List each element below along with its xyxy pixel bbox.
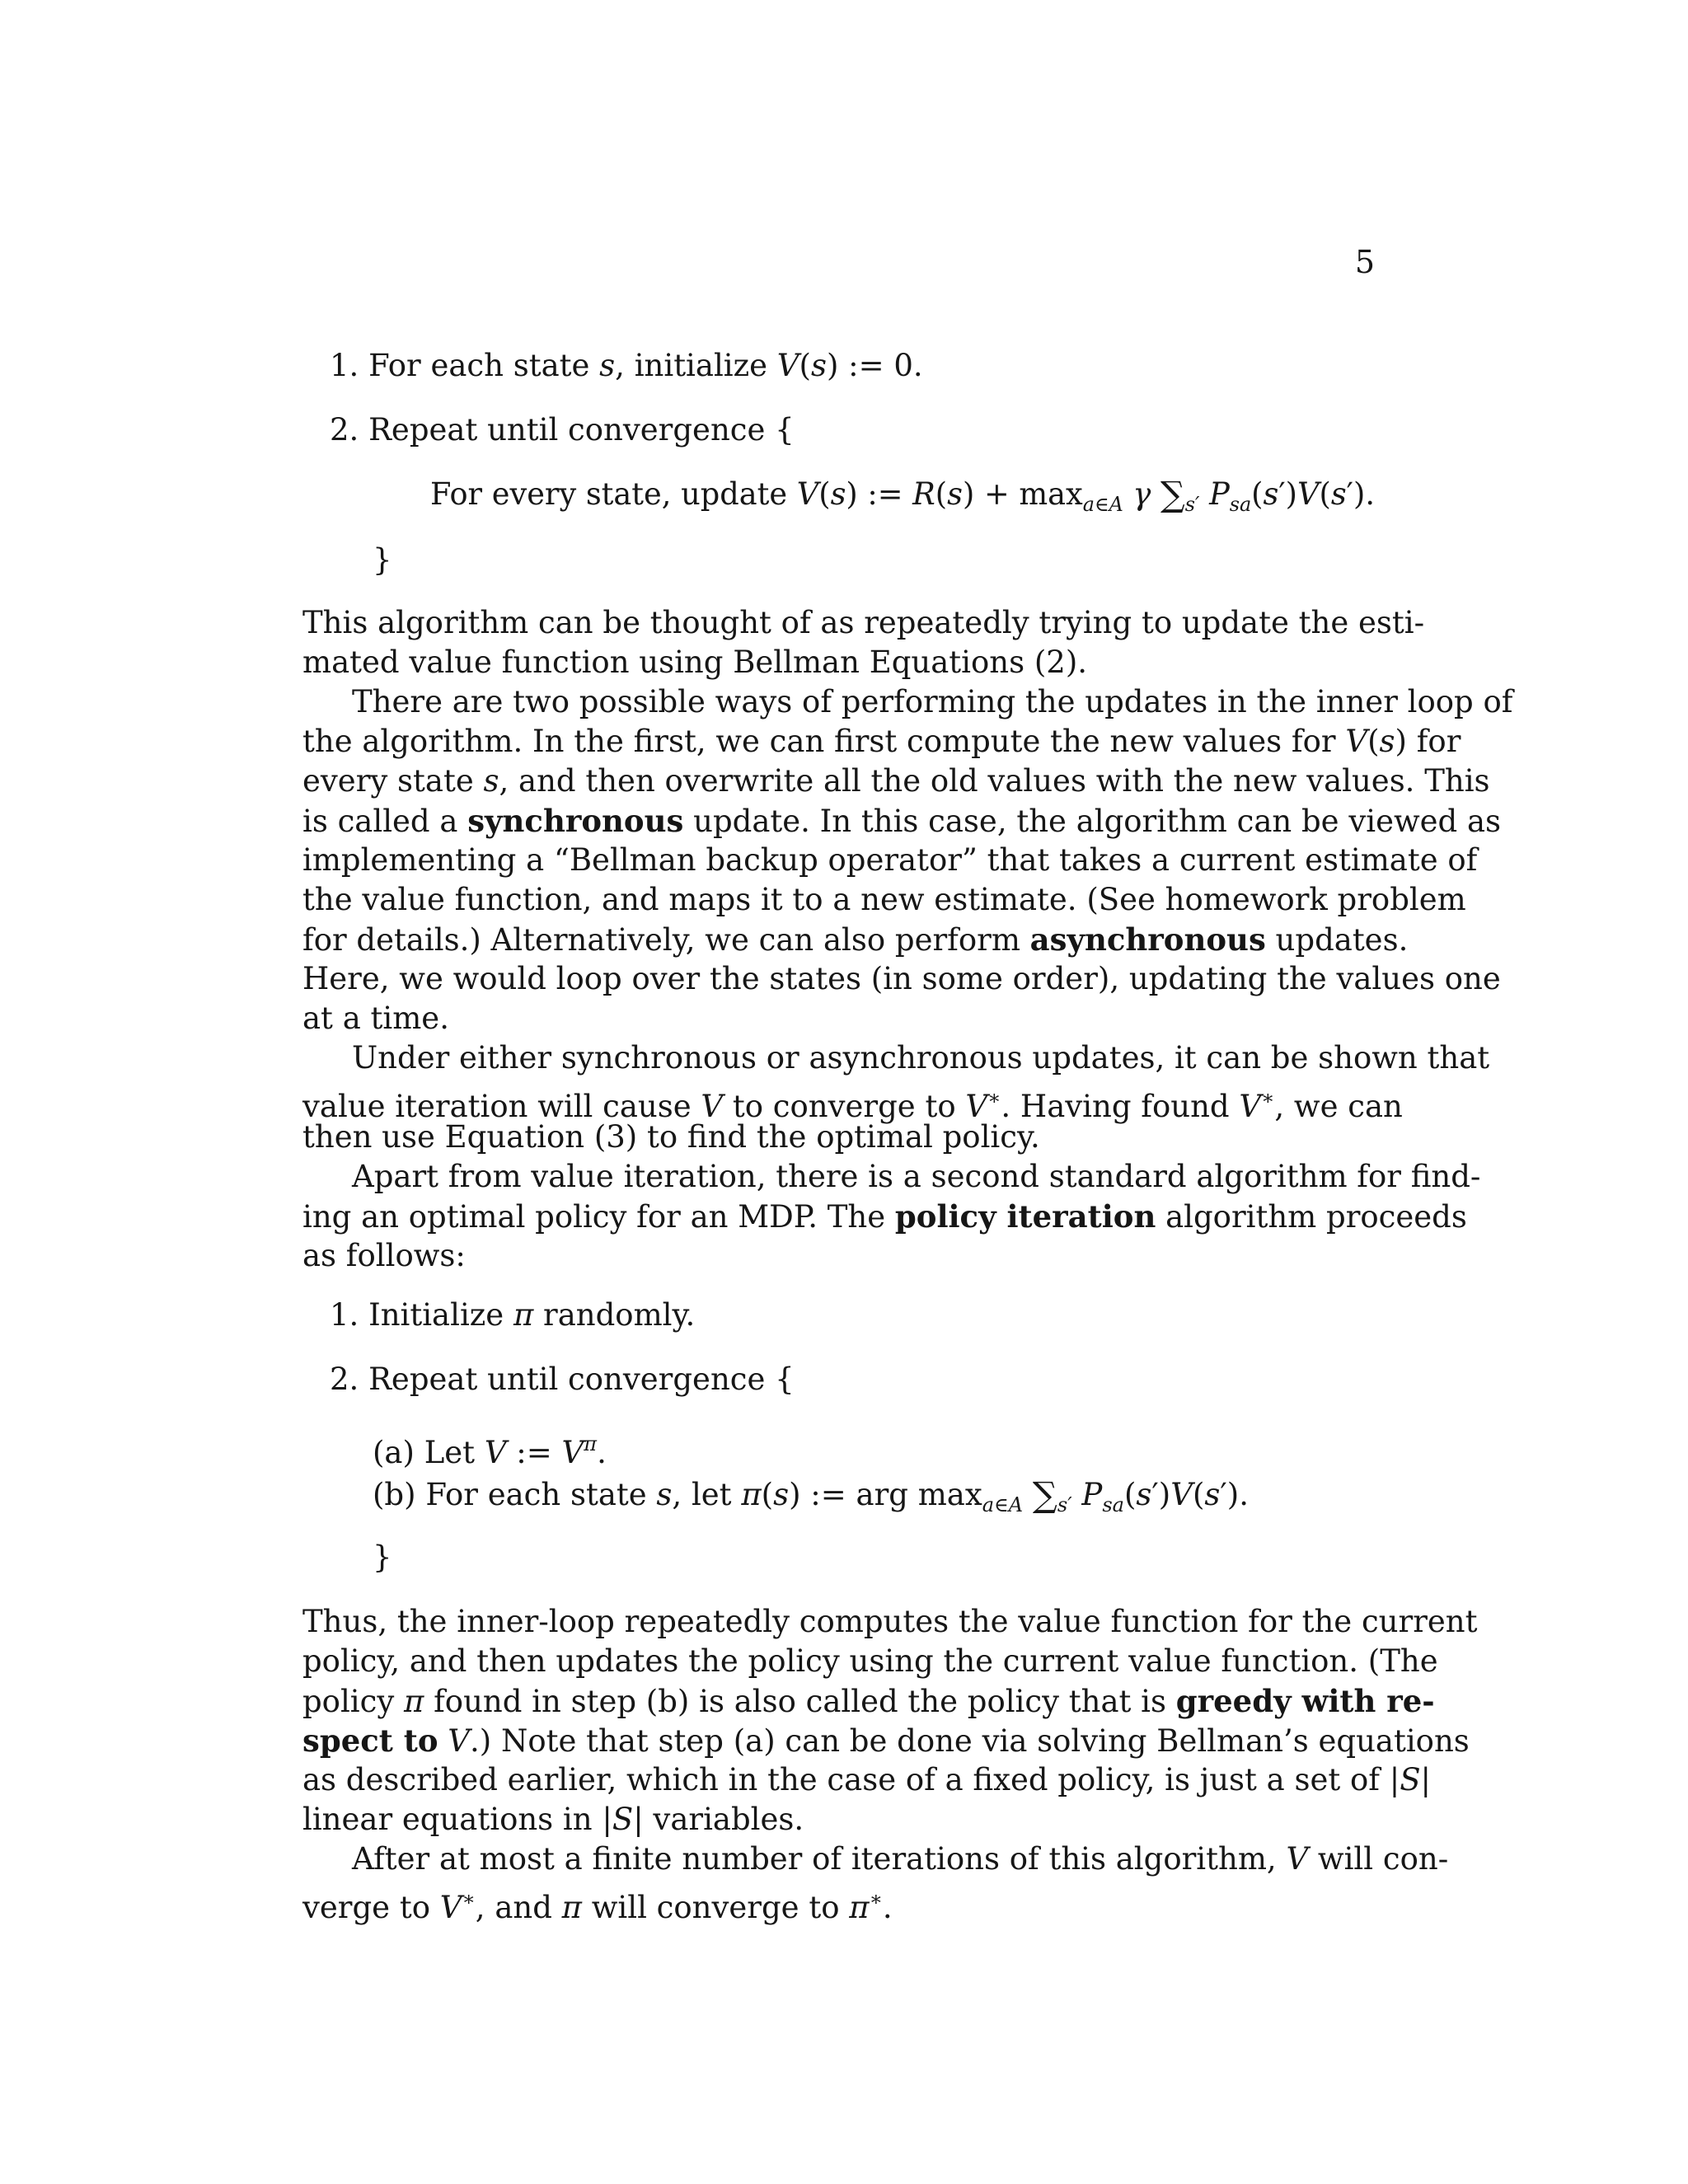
para2-line-3: every state s, and then overwrite all the old values with the new values. This — [302, 763, 1490, 799]
para1-line-1: This algorithm can be thought of as repeatedly trying to update the esti- — [302, 605, 1425, 640]
para2-line-5: implementing a “Bellman backup operator” that takes a current estimate of — [302, 842, 1478, 878]
para3-line-2: value iteration will cause V to converge to V∗. Having found V∗, we can — [302, 1086, 1403, 1124]
vi-step1-num: 1. — [330, 348, 359, 383]
pi-sub-a — [373, 1424, 607, 1473]
pi-step2-text: Repeat until convergence { — [368, 1361, 795, 1397]
vi-step2-num: 2. — [330, 412, 359, 448]
pi-step1-num: 1. — [330, 1297, 359, 1333]
vi-step1 — [330, 346, 923, 386]
para4-line-2: ing an optimal policy for an MDP. The policy iteration algorithm proceeds — [302, 1198, 1467, 1235]
para2-line-8: Here, we would loop over the states (in some order), updating the values one — [302, 961, 1501, 996]
pi-step2-num: 2. — [330, 1361, 359, 1397]
pi-sub-b — [373, 1475, 1249, 1525]
term-spect-to: spect to — [302, 1722, 438, 1759]
page-number: 5 — [1354, 244, 1375, 280]
vi-update-rule: For every state, update V(s) := $R(s) + \max_{a\in A} \gamma$ $\sum_{s'}$ $P_{sa}(s')V(s')$. — [430, 474, 1375, 516]
para4-line-3: as follows: — [302, 1238, 466, 1273]
para6-line-2: verge to V∗, and π will converge to π∗. — [302, 1887, 893, 1925]
term-synchronous: synchronous — [467, 803, 684, 839]
para5-line-4: spect to V.) Note that step (a) can be done via solving Bellman’s equations — [302, 1722, 1470, 1759]
pi-step2 — [330, 1360, 795, 1399]
vi-step2 — [330, 410, 795, 450]
para6-line-1: After at most a finite number of iterations of this algorithm, V will con- — [352, 1841, 1449, 1877]
para2-line-7: for details.) Alternatively, we can also perform asynchronous updates. — [302, 921, 1409, 958]
para5-line-5: as described earlier, which in the case of a fixed policy, is just a set of |S| — [302, 1762, 1432, 1797]
vi-step1-text: For each state s, initialize V(s) := 0. — [368, 348, 923, 383]
para1-line-2: mated value function using Bellman Equations (2). — [302, 644, 1088, 680]
pi-step1-text: Initialize π randomly. — [368, 1297, 696, 1333]
para5-line-2: policy, and then updates the policy using the current value function. (The — [302, 1643, 1438, 1679]
vi-close-brace: } — [373, 542, 392, 578]
pi-sub-a-label: (a) — [373, 1435, 415, 1470]
para4-line-1: Apart from value iteration, there is a second standard algorithm for find- — [352, 1159, 1481, 1194]
para3-line-1: Under either synchronous or asynchronous updates, it can be shown that — [352, 1040, 1490, 1076]
term-greedy: greedy with re- — [1175, 1683, 1435, 1719]
para2-line-6: the value function, and maps it to a new estimate. (See homework problem — [302, 882, 1466, 917]
vi-step2-text: Repeat until convergence { — [368, 412, 795, 448]
pi-sub-b-text: For each state s, let π(s) := arg $\max_{a\in A} \sum_{s'}$ $P_{sa}(s')V(s')$. — [425, 1474, 1250, 1516]
term-policy-iteration: policy iteration — [894, 1198, 1156, 1235]
para2-line-2: the algorithm. In the first, we can first compute the new values for V(s) for — [302, 724, 1461, 759]
pi-close-brace: } — [373, 1540, 392, 1575]
para5-line-1: Thus, the inner-loop repeatedly computes the value function for the current — [302, 1604, 1478, 1639]
pi-step1 — [330, 1296, 695, 1335]
para5-line-6: linear equations in |S| variables. — [302, 1802, 804, 1837]
para2-line-9: at a time. — [302, 1001, 449, 1036]
para3-line-3: then use Equation (3) to find the optimal policy. — [302, 1119, 1040, 1155]
para5-line-3: policy π found in step (b) is also called the policy that is greedy with re- — [302, 1683, 1435, 1719]
para2-line-1: There are two possible ways of performing the updates in the inner loop of — [352, 684, 1513, 719]
pi-sub-b-label: (b) — [373, 1477, 416, 1512]
pi-sub-a-text: Let V := $V^\pi$. — [424, 1432, 607, 1470]
para2-line-4: is called a synchronous update. In this case, the algorithm can be viewed as — [302, 803, 1502, 839]
term-asynchronous: asynchronous — [1029, 921, 1266, 958]
